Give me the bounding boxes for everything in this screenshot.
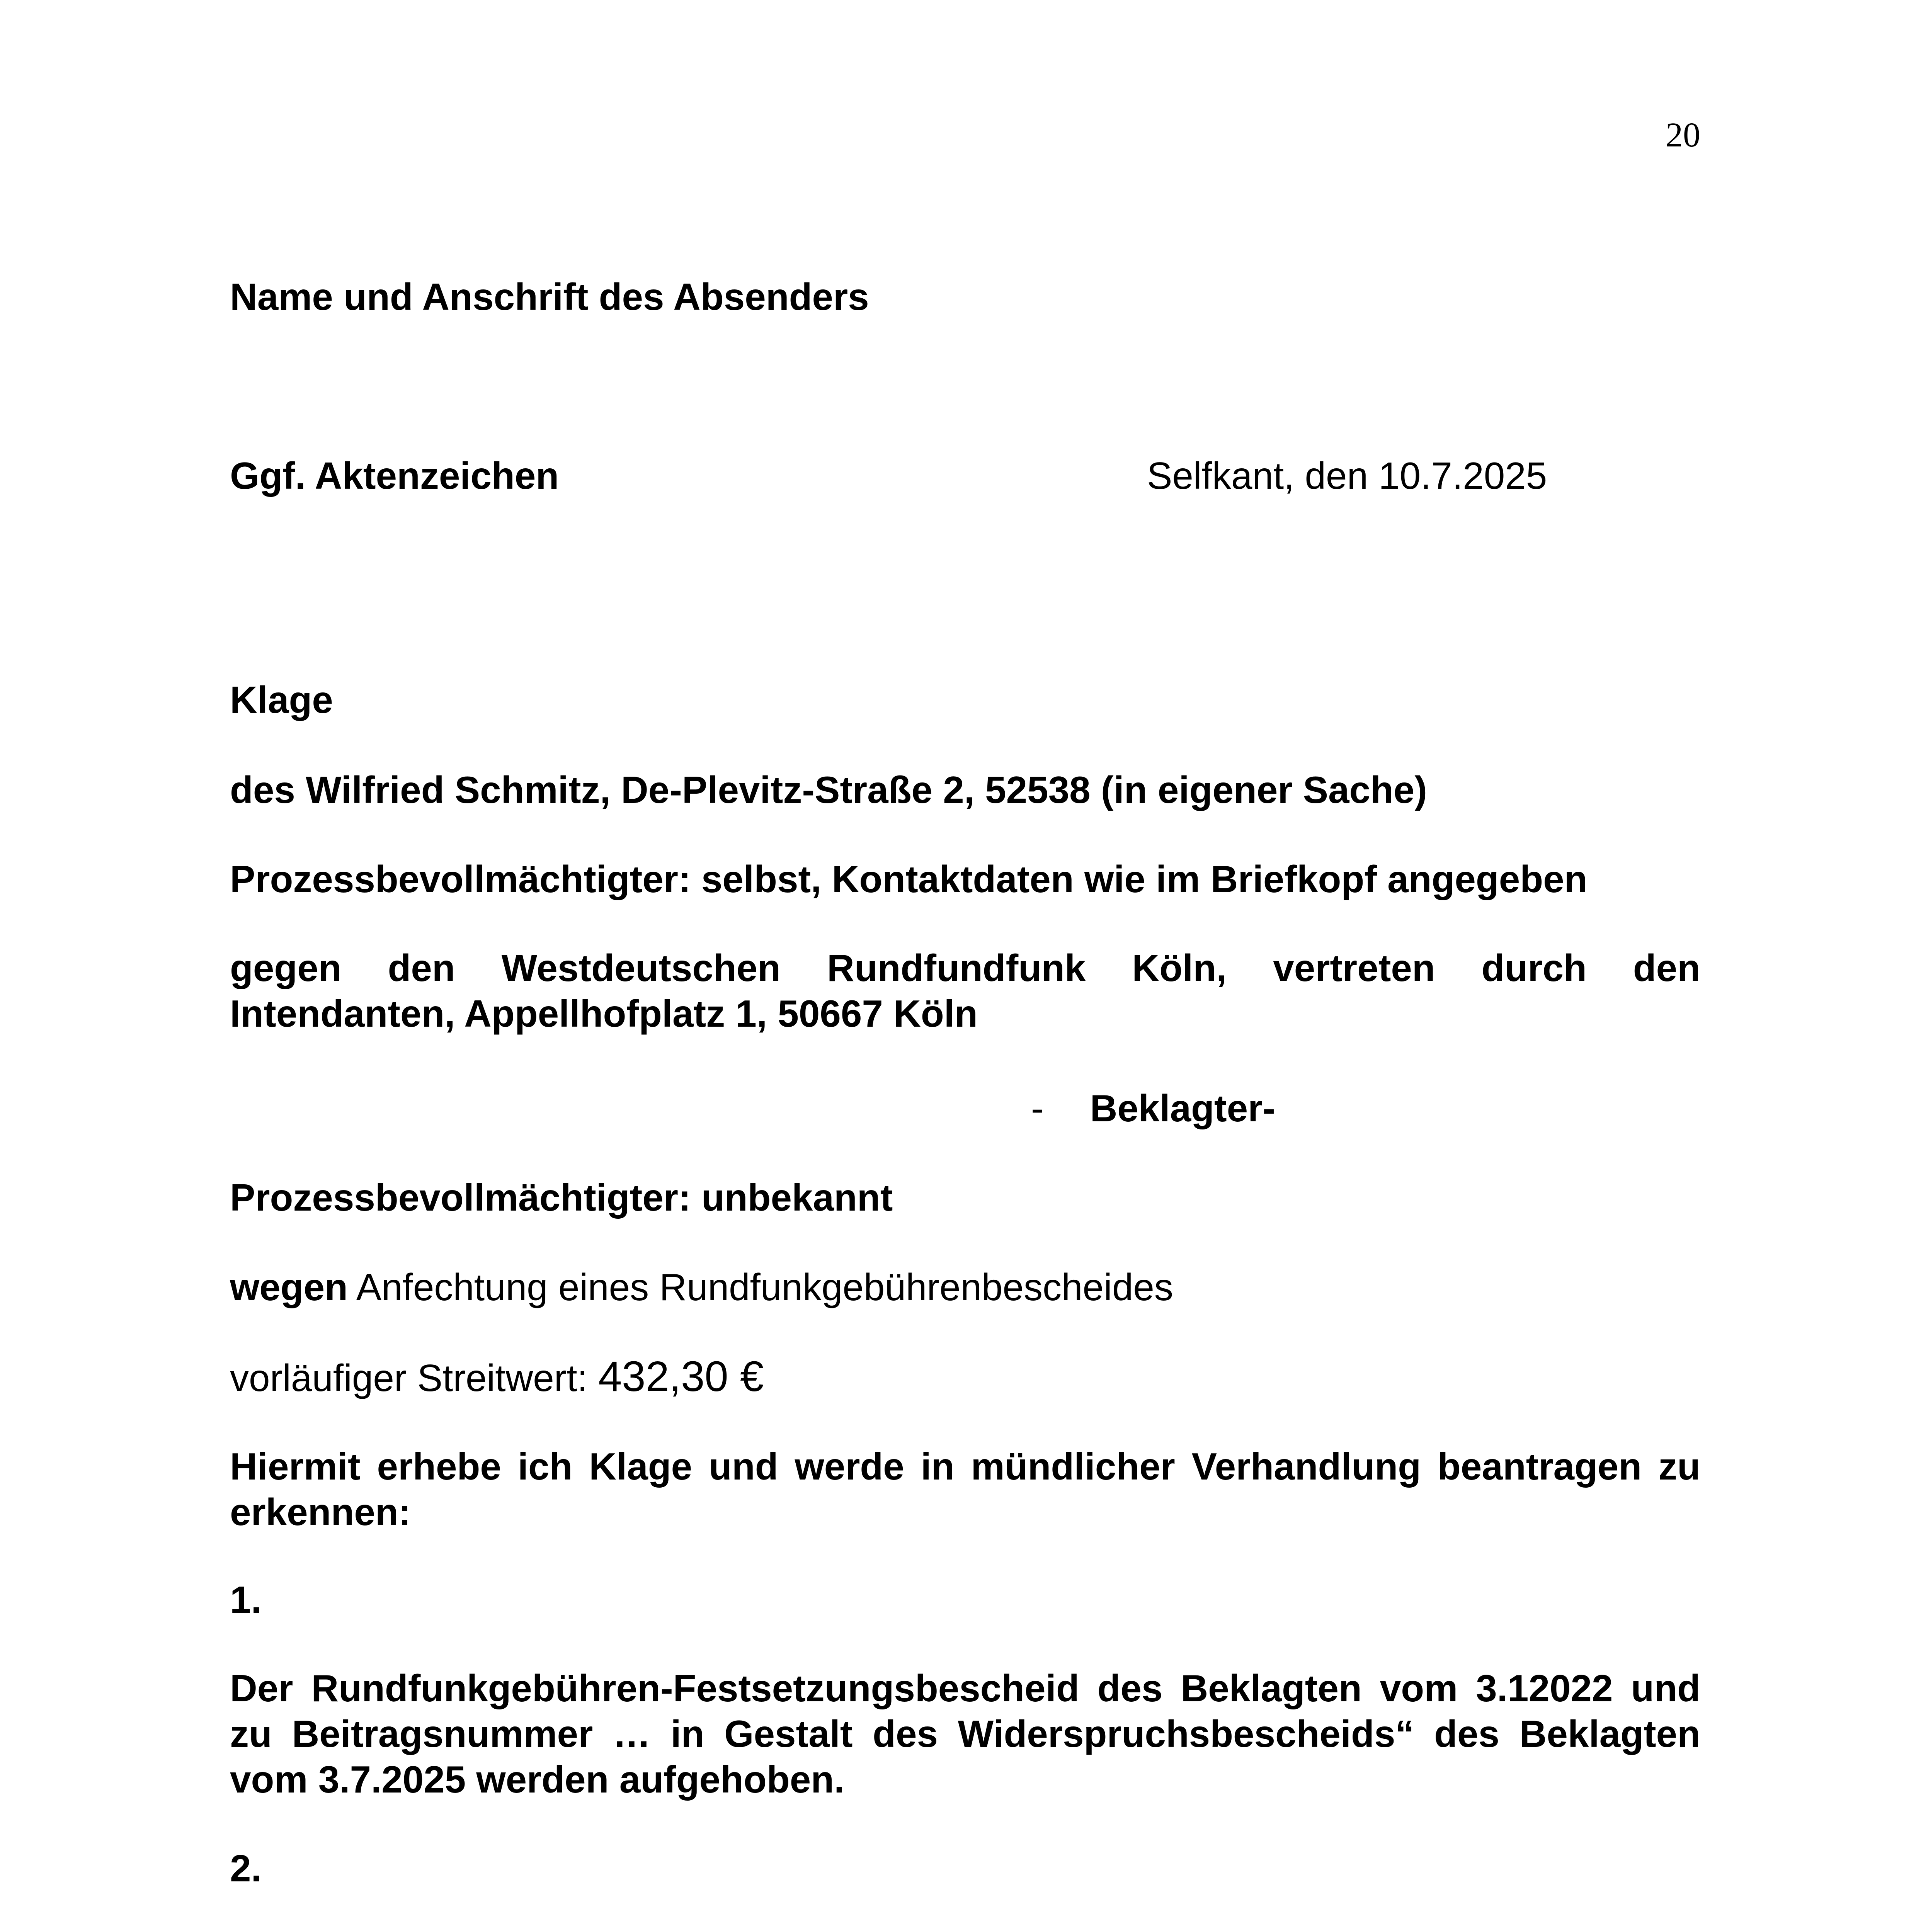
motion-1-line-2: zu Beitragsnummer … in Gestalt des Widerspruchsbescheids“ des Beklagten (230, 1713, 1700, 1755)
value-in-dispute-amount: 432,30 € (598, 1353, 764, 1400)
subject-line (230, 1264, 1173, 1310)
motion-1-text (230, 1665, 1700, 1802)
page-number: 20 (1666, 116, 1700, 154)
file-reference-label: Ggf. Aktenzeichen (230, 454, 559, 497)
defendant-block (230, 945, 1700, 1036)
motion-1-line-3: vom 3.7.2025 werden aufgehoben. (230, 1758, 845, 1801)
defendant-representative: Prozessbevollmächtigter: unbekannt (230, 1176, 893, 1219)
sender-heading: Name und Anschrift des Absenders (230, 276, 869, 318)
plaintiff: des Wilfried Schmitz, De-Plevitz-Straße 2, 52538 (in eigener Sache) (230, 769, 1428, 811)
place-date: Selfkant, den 10.7.2025 (1147, 454, 1547, 497)
subject-text: Anfechtung eines Rundfunkgebührenbescheides (356, 1266, 1173, 1308)
value-in-dispute-label: vorläufiger Streitwert: (230, 1357, 588, 1399)
document-title: Klage (230, 679, 333, 721)
value-in-dispute (230, 1354, 764, 1401)
motion-intro (230, 1444, 1700, 1535)
motion-1-line-1: Der Rundfunkgebühren-Festsetzungsbescheid des Beklagten vom 3.12022 und (230, 1667, 1700, 1709)
plaintiff-representative: Prozessbevollmächtigter: selbst, Kontaktdaten wie im Briefkopf angegeben (230, 858, 1588, 900)
subject-prefix: wegen (230, 1266, 348, 1308)
motion-intro-line-2: erkennen: (230, 1491, 411, 1533)
motion-intro-line-1: Hiermit erhebe ich Klage und werde in mündlicher Verhandlung beantragen zu (230, 1445, 1700, 1488)
defendant-role (1031, 1085, 1275, 1131)
motion-number-1: 1. (230, 1578, 262, 1621)
defendant-line-2: Intendanten, Appellhofplatz 1, 50667 Köln (230, 992, 978, 1035)
defendant-role-dash: - (1031, 1087, 1044, 1129)
motion-number-2: 2. (230, 1847, 262, 1889)
defendant-line-1: gegen den Westdeutschen Rundfundfunk Köln, vertreten durch den (230, 947, 1700, 989)
defendant-role-label: Beklagter- (1090, 1087, 1275, 1129)
